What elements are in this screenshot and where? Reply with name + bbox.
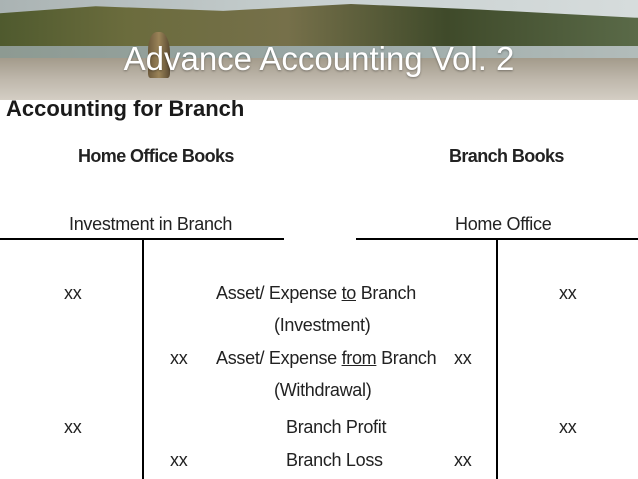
entry-description-branch-loss: Branch Loss	[286, 450, 383, 470]
entry-description-withdrawal	[216, 348, 436, 369]
br-credit-3: xx	[559, 417, 577, 437]
br-debit-2: xx	[454, 348, 472, 368]
title-banner	[0, 0, 638, 100]
entry-description-investment	[216, 283, 416, 304]
home-office-books-header: Home Office Books	[78, 146, 234, 166]
ho-credit-2: xx	[170, 348, 188, 368]
desc-text: Asset/ Expense	[216, 348, 342, 368]
branch-t-account-divider	[496, 239, 498, 479]
investment-in-branch-account: Investment in Branch	[69, 214, 233, 234]
desc-text: Asset/ Expense	[216, 283, 342, 303]
ho-debit-1: xx	[64, 283, 82, 303]
br-credit-1: xx	[559, 283, 577, 303]
slide-heading: Accounting for Branch	[6, 96, 245, 121]
br-debit-4: xx	[454, 450, 472, 470]
home-office-t-account-divider	[142, 239, 144, 479]
desc-text: Branch	[376, 348, 437, 368]
desc-underlined: from	[341, 348, 377, 368]
entry-note-investment: (Investment)	[274, 315, 371, 335]
slide-title: Advance Accounting Vol. 2	[123, 40, 515, 77]
ho-debit-3: xx	[64, 417, 82, 437]
home-office-account: Home Office	[455, 214, 552, 234]
entry-description-branch-profit: Branch Profit	[286, 417, 387, 437]
desc-text: Branch	[356, 283, 416, 303]
ho-credit-4: xx	[170, 450, 188, 470]
desc-underlined: to	[341, 283, 356, 303]
entry-note-withdrawal: (Withdrawal)	[274, 380, 372, 400]
branch-books-header: Branch Books	[449, 146, 564, 166]
